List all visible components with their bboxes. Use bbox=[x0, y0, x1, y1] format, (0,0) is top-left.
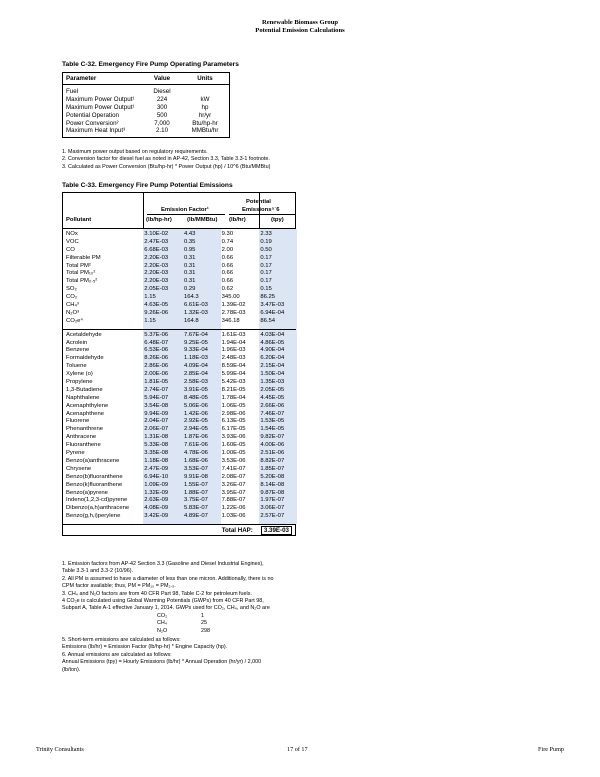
table-cell: 1.18E-03 bbox=[183, 355, 208, 362]
table-cell: 6.94E-04 bbox=[260, 309, 285, 316]
table-cell: Formaldehyde bbox=[66, 355, 104, 362]
table-cell: 2.94E-05 bbox=[183, 426, 208, 433]
table-cell: 2.20E-03 bbox=[144, 278, 169, 285]
table-cell: 2.00E-06 bbox=[144, 371, 169, 378]
table-cell: 1.35E-03 bbox=[260, 379, 285, 386]
table-cell: Naphthalene bbox=[66, 394, 100, 401]
col-header-value: Value bbox=[153, 75, 171, 82]
table-cell: 1.54E-05 bbox=[260, 426, 285, 433]
table-cell: 1.88E-07 bbox=[183, 489, 208, 496]
table-cell: 7.41E-07 bbox=[221, 465, 246, 472]
table-cell: 0.66 bbox=[221, 270, 234, 277]
table-cell: 4.03E-04 bbox=[260, 331, 285, 338]
table-row bbox=[63, 395, 295, 403]
table-cell: 8.82E-07 bbox=[260, 457, 285, 464]
table-c33-notes bbox=[62, 561, 273, 613]
table-cell: Indeno(1,2,3-cd)pyrene bbox=[66, 497, 128, 504]
gwp-value: 25 bbox=[201, 620, 207, 627]
table-cell: 1.00E-05 bbox=[221, 450, 246, 457]
table-cell: Btu/hp-hr bbox=[192, 119, 218, 127]
table-cell: 3.35E-08 bbox=[144, 450, 169, 457]
gwp-value: 1 bbox=[201, 613, 204, 619]
table-cell: 0.17 bbox=[260, 262, 272, 269]
table-cell: 4.89E-07 bbox=[183, 513, 208, 520]
table-cell: 4.63E-05 bbox=[144, 302, 169, 309]
table-row bbox=[63, 450, 295, 458]
note-line: 2. Conversion factor for diesel fuel as noted in AP-42, Section 3.3, Table 3.3-1 footnote. bbox=[62, 156, 270, 163]
table-cell: 1.39E-02 bbox=[221, 302, 246, 309]
table-cell: 7.67E-04 bbox=[183, 331, 208, 338]
table-cell: 1.03E-06 bbox=[221, 513, 246, 520]
table-cell: 1.94E-04 bbox=[221, 339, 246, 346]
table-cell: 1.60E-05 bbox=[221, 442, 246, 449]
table-row bbox=[63, 458, 295, 466]
table-cell: 224 bbox=[156, 95, 168, 103]
table-cell: 1.32E-09 bbox=[144, 489, 169, 496]
table-cell: Diesel bbox=[153, 88, 171, 95]
table-row bbox=[63, 340, 295, 348]
table-cell: 2.66E-06 bbox=[260, 402, 285, 409]
table-cell: 5.37E-06 bbox=[144, 331, 169, 338]
table-cell: 7.46E-07 bbox=[260, 410, 285, 417]
table-row bbox=[63, 426, 295, 434]
table-cell: 8.48E-05 bbox=[183, 394, 208, 401]
table-cell: 1.97E-07 bbox=[260, 497, 285, 504]
table-cell: 6.53E-06 bbox=[144, 347, 169, 354]
table-cell: Fluoranthene bbox=[66, 442, 101, 449]
table-row bbox=[63, 318, 295, 326]
table-cell: 86.54 bbox=[260, 317, 276, 324]
table-cell: 2.78E-03 bbox=[221, 309, 246, 316]
table-cell: 2.33 bbox=[260, 231, 272, 237]
table-cell: Fuel bbox=[66, 88, 79, 95]
table-cell: 1.78E-04 bbox=[221, 394, 246, 401]
gwp-gas: CO₂ bbox=[157, 613, 168, 619]
table-cell: 8.26E-06 bbox=[144, 355, 169, 362]
table-cell: 2.47E-09 bbox=[144, 465, 169, 472]
table-row bbox=[63, 302, 295, 310]
table-row bbox=[63, 104, 229, 112]
table-row bbox=[63, 387, 295, 395]
header-subtitle: Potential Emission Calculations bbox=[255, 27, 345, 35]
table-cell: MMBtu/hr bbox=[191, 127, 219, 135]
table-row bbox=[63, 286, 295, 294]
table-cell: 3.06E-07 bbox=[260, 505, 285, 512]
table-cell: 4.09E-04 bbox=[183, 363, 208, 370]
table-cell: CO₂ bbox=[66, 294, 78, 301]
table-cell: 0.95 bbox=[183, 246, 196, 253]
note-line: (lb/ton). bbox=[62, 666, 81, 673]
table-cell: 4.86E-05 bbox=[260, 339, 285, 346]
table-c32-header bbox=[63, 73, 229, 85]
table-cell: 1.18E-08 bbox=[144, 457, 169, 464]
header-company: Renewable Biomass Group bbox=[261, 19, 339, 26]
table-cell: 1.42E-06 bbox=[183, 410, 208, 417]
table-cell: 2.20E-03 bbox=[144, 270, 169, 277]
table-row bbox=[63, 310, 295, 318]
table-cell: 9.33E-04 bbox=[183, 347, 208, 354]
table-c32-notes bbox=[62, 149, 270, 171]
table-cell: 1.96E-03 bbox=[221, 347, 246, 354]
note-line: 6. Annual emissions are calculated as follows: bbox=[62, 651, 172, 658]
table-c32-title: Table C-32. Emergency Fire Pump Operating Parameters bbox=[62, 61, 239, 68]
table-cell: Dibenzo(a,h)anthracene bbox=[66, 505, 130, 512]
table-cell: 5.42E-03 bbox=[221, 379, 246, 386]
note-line: Annual Emissions (tpy) = Hourly Emissions (lb/hr) * Annual Operation (hr/yr) / 2,000 bbox=[62, 659, 262, 666]
table-cell: Benzo(a)pyrene bbox=[66, 489, 108, 496]
table-cell: 3.93E-06 bbox=[221, 434, 246, 441]
table-cell: 2.20E-03 bbox=[144, 254, 169, 261]
table-row bbox=[63, 466, 295, 474]
table-cell: Filterable PM bbox=[66, 254, 101, 261]
table-cell: 0.31 bbox=[183, 270, 196, 277]
note-line: 3. CH₄ and N₂O factors are from 40 CFR Part 98, Table C-2 for petroleum fuels. bbox=[62, 590, 252, 597]
table-cell: 2.86E-06 bbox=[144, 363, 169, 370]
table-cell: Maximum Heat Input³ bbox=[66, 127, 126, 135]
table-cell: 9.91E-08 bbox=[183, 473, 208, 480]
gwp-list bbox=[157, 613, 210, 635]
criteria-pollutant-group bbox=[63, 229, 295, 329]
col-header-lb-hr: (lb/hr) bbox=[229, 217, 246, 223]
table-cell: 2.20E-03 bbox=[144, 262, 169, 269]
table-row bbox=[63, 434, 295, 442]
table-row bbox=[63, 379, 295, 387]
table-cell: 164.3 bbox=[183, 294, 199, 301]
table-cell: 1.15 bbox=[144, 317, 156, 324]
table-cell: 2.63E-09 bbox=[144, 497, 169, 504]
table-cell: 3.26E-07 bbox=[221, 481, 246, 488]
total-hap-value: 3.39E-03 bbox=[261, 526, 292, 535]
table-cell: Benzene bbox=[66, 347, 90, 354]
table-c32 bbox=[62, 72, 230, 138]
table-cell: 300 bbox=[156, 103, 168, 111]
table-cell: 0.31 bbox=[183, 254, 196, 261]
table-cell: 6.61E-03 bbox=[183, 302, 208, 309]
table-cell: Benzo(a)anthracene bbox=[66, 457, 120, 464]
table-row bbox=[63, 263, 295, 271]
table-cell: Maximum Power Output¹ bbox=[66, 103, 135, 111]
col-header-emissions: Emissions⁵˙6 bbox=[242, 207, 280, 213]
table-cell: Total PM² bbox=[66, 262, 91, 269]
gwp-row bbox=[157, 613, 210, 620]
table-cell: 3.47E-03 bbox=[260, 302, 285, 309]
table-cell: CO₂e⁴ bbox=[66, 317, 83, 324]
table-cell: 4.08E-09 bbox=[144, 505, 169, 512]
table-cell: Acenaphthene bbox=[66, 410, 104, 417]
col-header-emission-factor: Emission Factor¹ bbox=[161, 207, 209, 213]
table-cell: Pyrene bbox=[66, 450, 85, 457]
note-line: 2. All PM is assumed to have a diameter of less than one micron. Additionally, there is no bbox=[62, 575, 274, 582]
table-cell: Fluorene bbox=[66, 418, 90, 425]
note-line: 4 CO₂e is calculated using Global Warming Potentials (GWPs) from 40 CFR Part 98, bbox=[62, 598, 264, 605]
table-cell: Acetaldehyde bbox=[66, 331, 102, 338]
footer-company: Trinity Consultants bbox=[36, 746, 84, 753]
table-cell: 2.85E-04 bbox=[183, 371, 208, 378]
table-cell: Propylene bbox=[66, 379, 93, 386]
note-line: 1. Maximum power output based on regulatory requirements. bbox=[62, 149, 208, 155]
table-cell: 5.99E-04 bbox=[221, 371, 246, 378]
table-cell: 7.61E-06 bbox=[183, 442, 208, 449]
table-cell: 0.66 bbox=[221, 278, 234, 285]
col-header-pollutant: Pollutant bbox=[66, 217, 92, 223]
table-c33-title: Table C-33. Emergency Fire Pump Potential Emissions bbox=[62, 182, 233, 189]
table-cell: 2.05E-03 bbox=[144, 286, 169, 293]
note-line: Table 3.3-1 and 3.3-2 (10/96). bbox=[62, 568, 134, 575]
table-cell: 6.13E-05 bbox=[221, 418, 246, 425]
table-cell: 0.29 bbox=[183, 286, 196, 293]
footer-page-number: 17 of 17 bbox=[287, 746, 308, 753]
table-cell: 5.83E-07 bbox=[183, 505, 208, 512]
table-row bbox=[63, 294, 295, 302]
table-cell: Total PM₁₀² bbox=[66, 270, 96, 277]
table-cell: SO₂ bbox=[66, 286, 77, 293]
table-cell: 1.53E-05 bbox=[260, 418, 285, 425]
table-row bbox=[63, 363, 295, 371]
table-row bbox=[63, 332, 295, 340]
table-cell: 1.87E-06 bbox=[183, 434, 208, 441]
table-cell: 0.31 bbox=[183, 278, 196, 285]
table-cell: 6.17E-05 bbox=[221, 426, 246, 433]
table-cell: 6.94E-10 bbox=[144, 473, 169, 480]
table-cell: 9.82E-07 bbox=[260, 434, 285, 441]
table-row bbox=[63, 231, 295, 239]
table-cell: 2.15E-04 bbox=[260, 363, 285, 370]
table-cell: 1.81E-05 bbox=[144, 379, 169, 386]
table-cell: Potential Operation bbox=[66, 111, 119, 119]
col-header-units: Units bbox=[197, 75, 213, 82]
table-cell: 4.78E-06 bbox=[183, 450, 208, 457]
page-header bbox=[0, 19, 600, 36]
total-hap-label: Total HAP: bbox=[221, 526, 253, 534]
table-row bbox=[63, 442, 295, 450]
table-cell: 4.00E-06 bbox=[260, 442, 285, 449]
table-cell: 2.58E-03 bbox=[183, 379, 208, 386]
table-cell: Toluene bbox=[66, 363, 87, 370]
table-cell: Acenaphthylene bbox=[66, 402, 109, 409]
table-cell: 346.18 bbox=[221, 317, 240, 324]
table-cell: 2.51E-06 bbox=[260, 450, 285, 457]
table-cell: 1.68E-06 bbox=[183, 457, 208, 464]
table-cell: 2.06E-07 bbox=[144, 426, 169, 433]
table-row bbox=[63, 505, 295, 513]
table-cell: Xylene (o) bbox=[66, 371, 93, 378]
table-cell: 2.47E-03 bbox=[144, 238, 169, 245]
table-row bbox=[63, 482, 295, 490]
gwp-value: 298 bbox=[201, 627, 210, 634]
table-row bbox=[63, 411, 295, 419]
table-cell: 4.90E-04 bbox=[260, 347, 285, 354]
table-cell: 8.21E-05 bbox=[221, 386, 246, 393]
table-cell: Benzo(g,h,i)perylene bbox=[66, 513, 121, 520]
table-cell: 0.17 bbox=[260, 278, 272, 285]
table-cell: 0.31 bbox=[183, 262, 196, 269]
table-cell: 8.59E-04 bbox=[221, 363, 246, 370]
table-cell: 3.75E-07 bbox=[183, 497, 208, 504]
table-row bbox=[63, 247, 295, 255]
table-cell: 1.55E-07 bbox=[183, 481, 208, 488]
table-row bbox=[63, 278, 295, 286]
table-cell: 5.33E-08 bbox=[144, 442, 169, 449]
gwp-row bbox=[157, 628, 210, 635]
table-cell: 5.06E-06 bbox=[183, 402, 208, 409]
table-row bbox=[63, 255, 295, 263]
table-cell: 8.14E-08 bbox=[260, 481, 285, 488]
table-cell: 7,000 bbox=[154, 119, 170, 127]
table-cell: 3.95E-07 bbox=[221, 489, 246, 496]
table-cell: 0.17 bbox=[260, 254, 272, 261]
table-cell: 500 bbox=[156, 111, 168, 119]
table-row bbox=[63, 474, 295, 482]
table-cell: 3.91E-05 bbox=[183, 386, 208, 393]
table-row bbox=[63, 112, 229, 120]
table-cell: 9.26E-06 bbox=[144, 309, 169, 316]
gwp-gas: N₂O bbox=[157, 627, 168, 634]
col-header-lb-mmbtu: (lb/MMBtu) bbox=[187, 217, 218, 223]
table-cell: 5.94E-07 bbox=[144, 394, 169, 401]
total-hap-row bbox=[63, 524, 295, 535]
table-cell: 9.30 bbox=[221, 231, 234, 237]
note-line: Emissions (lb/hr) = Emission Factor (lb/hp-hr) * Engine Capacity (hp). bbox=[62, 644, 228, 651]
table-row bbox=[63, 490, 295, 498]
table-cell: 1.15 bbox=[144, 294, 156, 301]
note-line: 3. Calculated as Power Conversion (Btu/hp-hr) * Power Output (hp) / 10^6 (Btu/MMBtu) bbox=[62, 163, 271, 170]
table-cell: 2.98E-06 bbox=[221, 410, 246, 417]
table-cell: 0.19 bbox=[260, 238, 272, 245]
col-header-potential: Potential bbox=[246, 199, 271, 205]
table-cell: N₂O³ bbox=[66, 309, 80, 316]
table-cell: 2.05E-05 bbox=[260, 386, 285, 393]
col-header-lb-hp-hr: (lb/hp-hr) bbox=[146, 217, 172, 223]
table-cell: 1.61E-03 bbox=[221, 331, 246, 338]
table-cell: 4.45E-05 bbox=[260, 394, 285, 401]
table-cell: 9.25E-05 bbox=[183, 339, 208, 346]
table-cell: 1.22E-06 bbox=[221, 505, 246, 512]
table-cell: Acrolein bbox=[66, 339, 88, 346]
table-cell: Power Conversion² bbox=[66, 119, 119, 127]
table-cell: 1.09E-09 bbox=[144, 481, 169, 488]
table-cell: hp bbox=[201, 103, 209, 111]
table-cell: 2.48E-03 bbox=[221, 355, 246, 362]
table-cell: kW bbox=[200, 95, 210, 103]
table-row bbox=[63, 497, 295, 505]
table-cell: 3.54E-08 bbox=[144, 402, 169, 409]
table-cell: 6.20E-04 bbox=[260, 355, 285, 362]
table-row bbox=[63, 403, 295, 411]
table-c33 bbox=[62, 192, 296, 536]
table-row bbox=[63, 239, 295, 247]
footer-section: Fire Pump bbox=[538, 746, 564, 753]
table-row bbox=[63, 418, 295, 426]
table-c33-header bbox=[63, 193, 295, 229]
col-header-tpy: (tpy) bbox=[271, 217, 284, 223]
table-cell: 2.08E-07 bbox=[221, 473, 246, 480]
hap-pollutant-group bbox=[63, 329, 295, 524]
table-cell: 2.00 bbox=[221, 246, 234, 253]
table-cell: 0.35 bbox=[183, 238, 196, 245]
table-cell: CH₄³ bbox=[66, 302, 79, 309]
table-cell: 3.53E-06 bbox=[221, 457, 246, 464]
table-cell: 3.42E-09 bbox=[144, 513, 169, 520]
table-cell: 0.66 bbox=[221, 262, 234, 269]
table-cell: hr/yr bbox=[198, 111, 212, 119]
table-cell: Total PM₂.₅² bbox=[66, 278, 98, 285]
table-cell: Benzo(b)fluoranthene bbox=[66, 473, 123, 480]
table-cell: 1,3-Butadiene bbox=[66, 386, 103, 393]
table-cell: CO bbox=[66, 246, 75, 253]
table-cell: 5.20E-08 bbox=[260, 473, 285, 480]
note-line: 5. Short-term emissions are calculated as follows: bbox=[62, 637, 181, 643]
criteria-rows bbox=[63, 231, 295, 326]
table-cell: 2.04E-07 bbox=[144, 418, 169, 425]
table-cell: Chrysene bbox=[66, 465, 92, 472]
table-row bbox=[63, 120, 229, 128]
table-cell: NOx bbox=[66, 231, 78, 237]
table-cell: Anthracene bbox=[66, 434, 97, 441]
table-c32-body bbox=[63, 85, 229, 137]
table-row bbox=[63, 371, 295, 379]
table-cell: 0.15 bbox=[260, 286, 272, 293]
table-cell: 9.94E-09 bbox=[144, 410, 169, 417]
gwp-row bbox=[157, 620, 210, 627]
note-line: Subpart A, Table A-1 effective January 1, 2014. GWPs used for CO₂, CH₄, and N₂O are bbox=[62, 605, 270, 612]
table-cell: Maximum Power Output¹ bbox=[66, 95, 135, 103]
table-cell: VOC bbox=[66, 238, 79, 245]
table-cell: 0.17 bbox=[260, 270, 272, 277]
table-cell: 9.87E-08 bbox=[260, 489, 285, 496]
table-cell: 2.57E-07 bbox=[260, 513, 285, 520]
table-cell: 1.06E-05 bbox=[221, 402, 246, 409]
note-line: 1. Emission factors from AP-42 Section 3.3 (Gasoline and Diesel Industrial Engines), bbox=[62, 561, 264, 567]
table-cell: 6.68E-03 bbox=[144, 246, 169, 253]
note-line: CPM factor available; thus, PM = PM₁₀ = PM₂.₅. bbox=[62, 583, 176, 590]
table-cell: 2.92E-05 bbox=[183, 418, 208, 425]
table-cell: 0.74 bbox=[221, 238, 234, 245]
table-cell: 1.50E-04 bbox=[260, 371, 285, 378]
table-row bbox=[63, 88, 229, 96]
table-row bbox=[63, 270, 295, 278]
table-cell: 0.66 bbox=[221, 254, 234, 261]
table-cell: 2.10 bbox=[155, 127, 169, 135]
table-cell: 3.53E-07 bbox=[183, 465, 208, 472]
table-cell: 3.10E-02 bbox=[144, 231, 169, 237]
table-c33-notes-continued bbox=[62, 637, 261, 674]
gwp-gas: CH₄ bbox=[157, 620, 167, 627]
table-cell: 86.25 bbox=[260, 294, 276, 301]
table-row bbox=[63, 347, 295, 355]
table-row bbox=[63, 127, 229, 135]
table-cell: Benzo(k)fluoranthene bbox=[66, 481, 123, 488]
table-cell: 1.85E-07 bbox=[260, 465, 285, 472]
table-cell: 345.00 bbox=[221, 294, 240, 301]
table-cell: 6.48E-07 bbox=[144, 339, 169, 346]
table-cell: Phenanthrene bbox=[66, 426, 104, 433]
table-cell: 7.88E-07 bbox=[221, 497, 246, 504]
col-header-parameter: Parameter bbox=[66, 75, 97, 82]
table-cell: 4.43 bbox=[183, 231, 196, 237]
table-cell: 0.50 bbox=[260, 246, 272, 253]
table-row bbox=[63, 96, 229, 104]
table-cell: 1.32E-03 bbox=[183, 309, 208, 316]
table-row bbox=[63, 513, 295, 521]
hap-rows bbox=[63, 332, 295, 521]
table-cell: 1.31E-08 bbox=[144, 434, 169, 441]
table-cell: 0.62 bbox=[221, 286, 234, 293]
table-row bbox=[63, 355, 295, 363]
table-cell: 2.74E-07 bbox=[144, 386, 169, 393]
table-cell: 164.8 bbox=[183, 317, 199, 324]
